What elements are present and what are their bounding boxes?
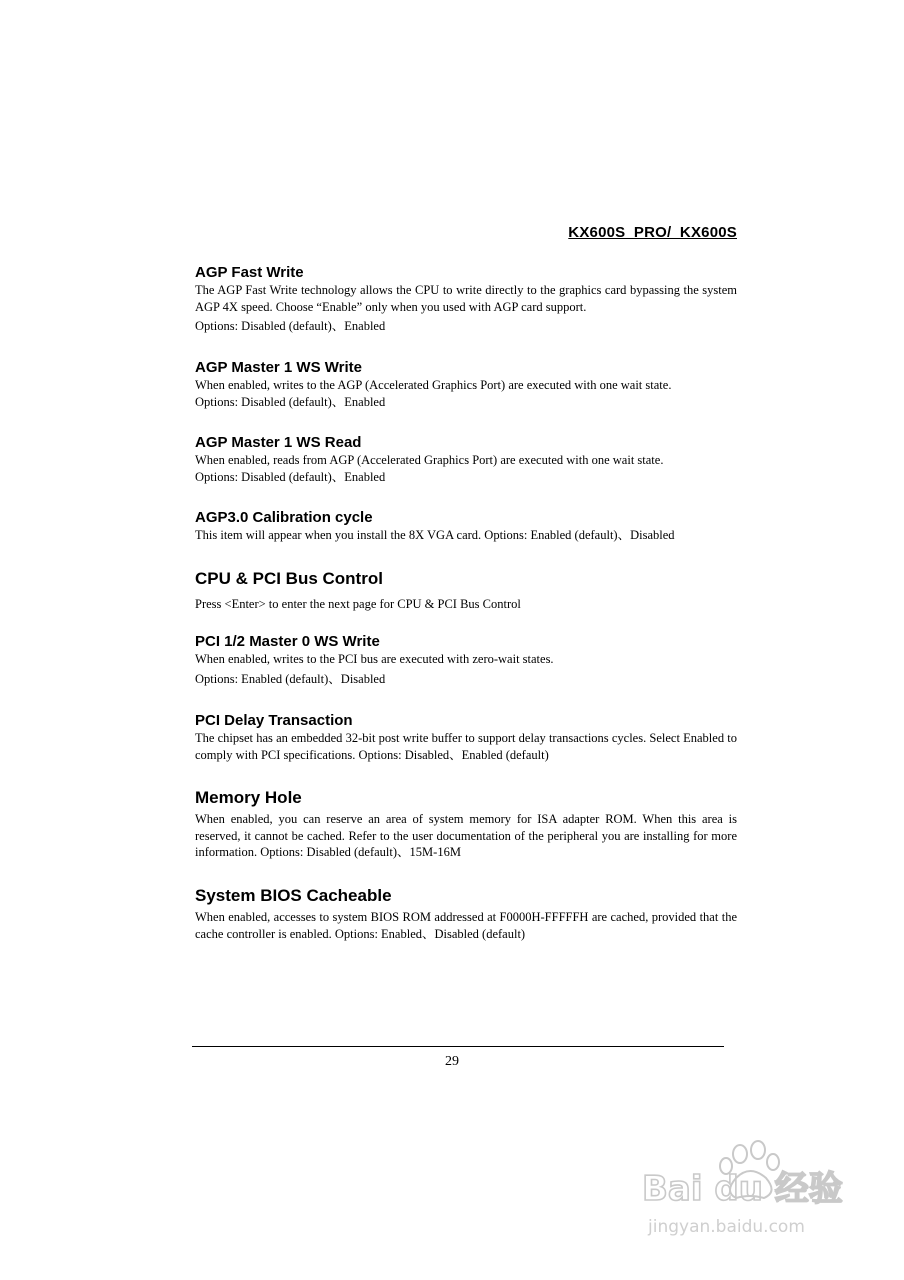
section-agp-master-ws-read: [195, 434, 737, 485]
baidu-watermark: [638, 1140, 868, 1240]
section-title: AGP Fast Write: [195, 264, 304, 281]
section-body: When enabled, accesses to system BIOS ROM addressed at F0000H-FFFFFH are cached, provided that the cache controller is enabled. Options: Enabled、Disabled (default): [195, 910, 737, 941]
section-title: AGP Master 1 WS Read: [195, 434, 362, 451]
section-body: When enabled, reads from AGP (Accelerated Graphics Port) are executed with one wait state.: [195, 453, 664, 467]
section-pci-delay-transaction: [195, 712, 737, 763]
section-title: AGP Master 1 WS Write: [195, 359, 362, 376]
section-cpu-pci-bus-control: [195, 569, 737, 613]
section-agp3-calibration-cycle: [195, 509, 737, 544]
section-body: The chipset has an embedded 32-bit post write buffer to support delay transactions cycles. Select Enabled to comply with PCI specifications. Options: Disabled、Enabled (default): [195, 731, 737, 762]
document-header-title: KX600S_PRO/_KX600S: [568, 224, 737, 241]
page-number: 29: [445, 1054, 459, 1069]
section-agp-master-ws-write: [195, 359, 737, 410]
section-body: The AGP Fast Write technology allows the CPU to write directly to the graphics card bypassing the system AGP 4X speed. Choose “Enable” only when you used with AGP card support.: [195, 283, 737, 314]
section-body: When enabled, you can reserve an area of system memory for ISA adapter ROM. When this area is reserved, it cannot be cached. Refer to the user documentation of the peripheral you are installing for more information. Options: Disabled (default)、15M-16M: [195, 812, 737, 859]
section-body: When enabled, writes to the AGP (Accelerated Graphics Port) are executed with one wait state.: [195, 378, 672, 392]
section-title: AGP3.0 Calibration cycle: [195, 509, 373, 526]
section-options: Options: Enabled (default)、Disabled: [195, 671, 386, 686]
section-agp-fast-write: [195, 264, 737, 335]
section-title: Memory Hole: [195, 788, 302, 807]
section-pci-master-ws-write: [195, 633, 737, 687]
section-title: System BIOS Cacheable: [195, 886, 392, 905]
watermark-url-text: jingyan.baidu.com: [648, 1217, 805, 1237]
section-options: Options: Disabled (default)、Enabled: [195, 319, 386, 333]
section-options: Options: Disabled (default)、Enabled: [195, 394, 386, 409]
section-body: Press <Enter> to enter the next page for CPU & PCI Bus Control: [195, 597, 521, 611]
section-body: This item will appear when you install the 8X VGA card. Options: Enabled (default)、Disabled: [195, 528, 675, 542]
section-title: PCI Delay Transaction: [195, 712, 353, 729]
baidu-paw-logo-icon: [638, 1140, 868, 1240]
section-body: When enabled, writes to the PCI bus are executed with zero-wait states.: [195, 652, 554, 666]
section-system-bios-cacheable: [195, 886, 737, 942]
footer-divider: [192, 1046, 724, 1047]
section-title: CPU & PCI Bus Control: [195, 569, 383, 588]
section-options: Options: Disabled (default)、Enabled: [195, 469, 386, 484]
section-memory-hole: [195, 788, 737, 861]
watermark-brand-text: Bai du 经验: [642, 1169, 843, 1209]
section-title: PCI 1/2 Master 0 WS Write: [195, 633, 380, 650]
